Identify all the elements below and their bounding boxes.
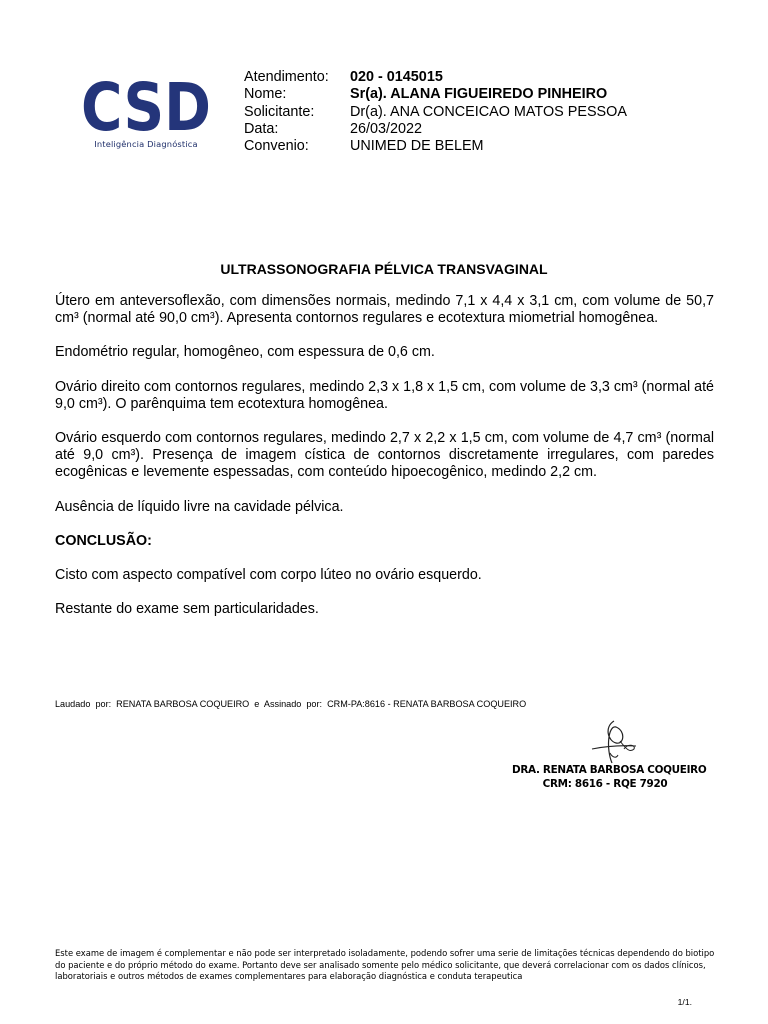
convenio-value: UNIMED DE BELEM bbox=[350, 138, 484, 155]
csd-logo-text: CSD bbox=[81, 80, 211, 136]
patient-info bbox=[244, 69, 627, 155]
data-label: Data: bbox=[244, 120, 279, 137]
logo-tagline: Inteligência Diagnóstica bbox=[94, 139, 198, 149]
signer-crm: CRM: 8616 - RQE 7920 bbox=[542, 778, 668, 790]
atendimento-label: Atendimento: bbox=[244, 69, 329, 85]
paragraph-ovario-direito: Ovário direito com contornos regulares, medindo 2,3 x 1,8 x 1,5 cm, com volume de 3,3 cm³ (normal até 9,0 cm³). O parênquima tem ecotextura homogênea. bbox=[55, 378, 714, 412]
solicitante-label: Solicitante: bbox=[244, 103, 315, 120]
convenio-label: Convenio: bbox=[244, 138, 309, 155]
csd-logo-mark bbox=[80, 80, 212, 136]
nome-value: Sr(a). ALANA FIGUEIREDO PINHEIRO bbox=[350, 86, 608, 103]
signed-by-line: Laudado por: RENATA BARBOSA COQUEIRO e Assinado por: CRM-PA:8616 - RENATA BARBOSA COQUEIRO bbox=[55, 699, 527, 709]
convenio-row bbox=[244, 138, 627, 155]
paragraph-ovario-esquerdo: Ovário esquerdo com contornos regulares, medindo 2,7 x 2,2 x 1,5 cm, com volume de 4,7 cm³ (normal até 9,0 cm³). Presença de imagem cística de contornos discretamente irregulares, com paredes ecogênicas e levemente espessadas, com conteúdo hipoecogênico, medindo 2,2 cm. bbox=[55, 430, 714, 481]
page-number: 1/1. bbox=[677, 997, 692, 1007]
paragraph-endometrio: Endométrio regular, homogêneo, com espessura de 0,6 cm. bbox=[55, 344, 435, 361]
conclusion-heading: CONCLUSÃO: bbox=[55, 532, 152, 549]
conclusion-item-2: Restante do exame sem particularidades. bbox=[55, 601, 319, 618]
data-value: 26/03/2022 bbox=[350, 120, 423, 137]
paragraph-utero: Útero em anteversoflexão, com dimensões normais, medindo 7,1 x 4,4 x 3,1 cm, com volume de 50,7 cm³ (normal até 90,0 cm³). Apresenta contornos regulares e ecotextura miometrial homogênea. bbox=[55, 293, 714, 327]
solicitante-value: Dr(a). ANA CONCEICAO MATOS PESSOA bbox=[350, 103, 627, 120]
nome-row bbox=[244, 86, 627, 103]
report-body bbox=[55, 293, 714, 618]
disclaimer-text: Este exame de imagem é complementar e não pode ser interpretado isoladamente, podendo sofrer uma serie de limitações técnicas dependendo do biotipo do paciente e do próprio método do exame. Portanto deve ser analisado somente pelo médico solicitante, que deverá correlacionar com os dados clínicos, laboratoriais e outros métodos de exames complementares para elaboração diagnóstica e conduta terapeutica bbox=[55, 948, 715, 982]
signer-name: DRA. RENATA BARBOSA COQUEIRO bbox=[512, 764, 707, 776]
atendimento-row bbox=[244, 69, 627, 86]
handwritten-signature bbox=[590, 719, 638, 765]
nome-label: Nome: bbox=[244, 86, 287, 103]
conclusion-item-1: Cisto com aspecto compatível com corpo lúteo no ovário esquerdo. bbox=[55, 567, 482, 584]
solicitante-row bbox=[244, 104, 627, 121]
report-title: ULTRASSONOGRAFIA PÉLVICA TRANSVAGINAL bbox=[220, 261, 548, 277]
data-row bbox=[244, 121, 627, 138]
signer-block bbox=[512, 763, 707, 791]
paragraph-liquido: Ausência de líquido livre na cavidade pélvica. bbox=[55, 498, 344, 515]
csd-logo bbox=[80, 80, 212, 154]
atendimento-value: 020 - 0145015 bbox=[350, 69, 443, 85]
